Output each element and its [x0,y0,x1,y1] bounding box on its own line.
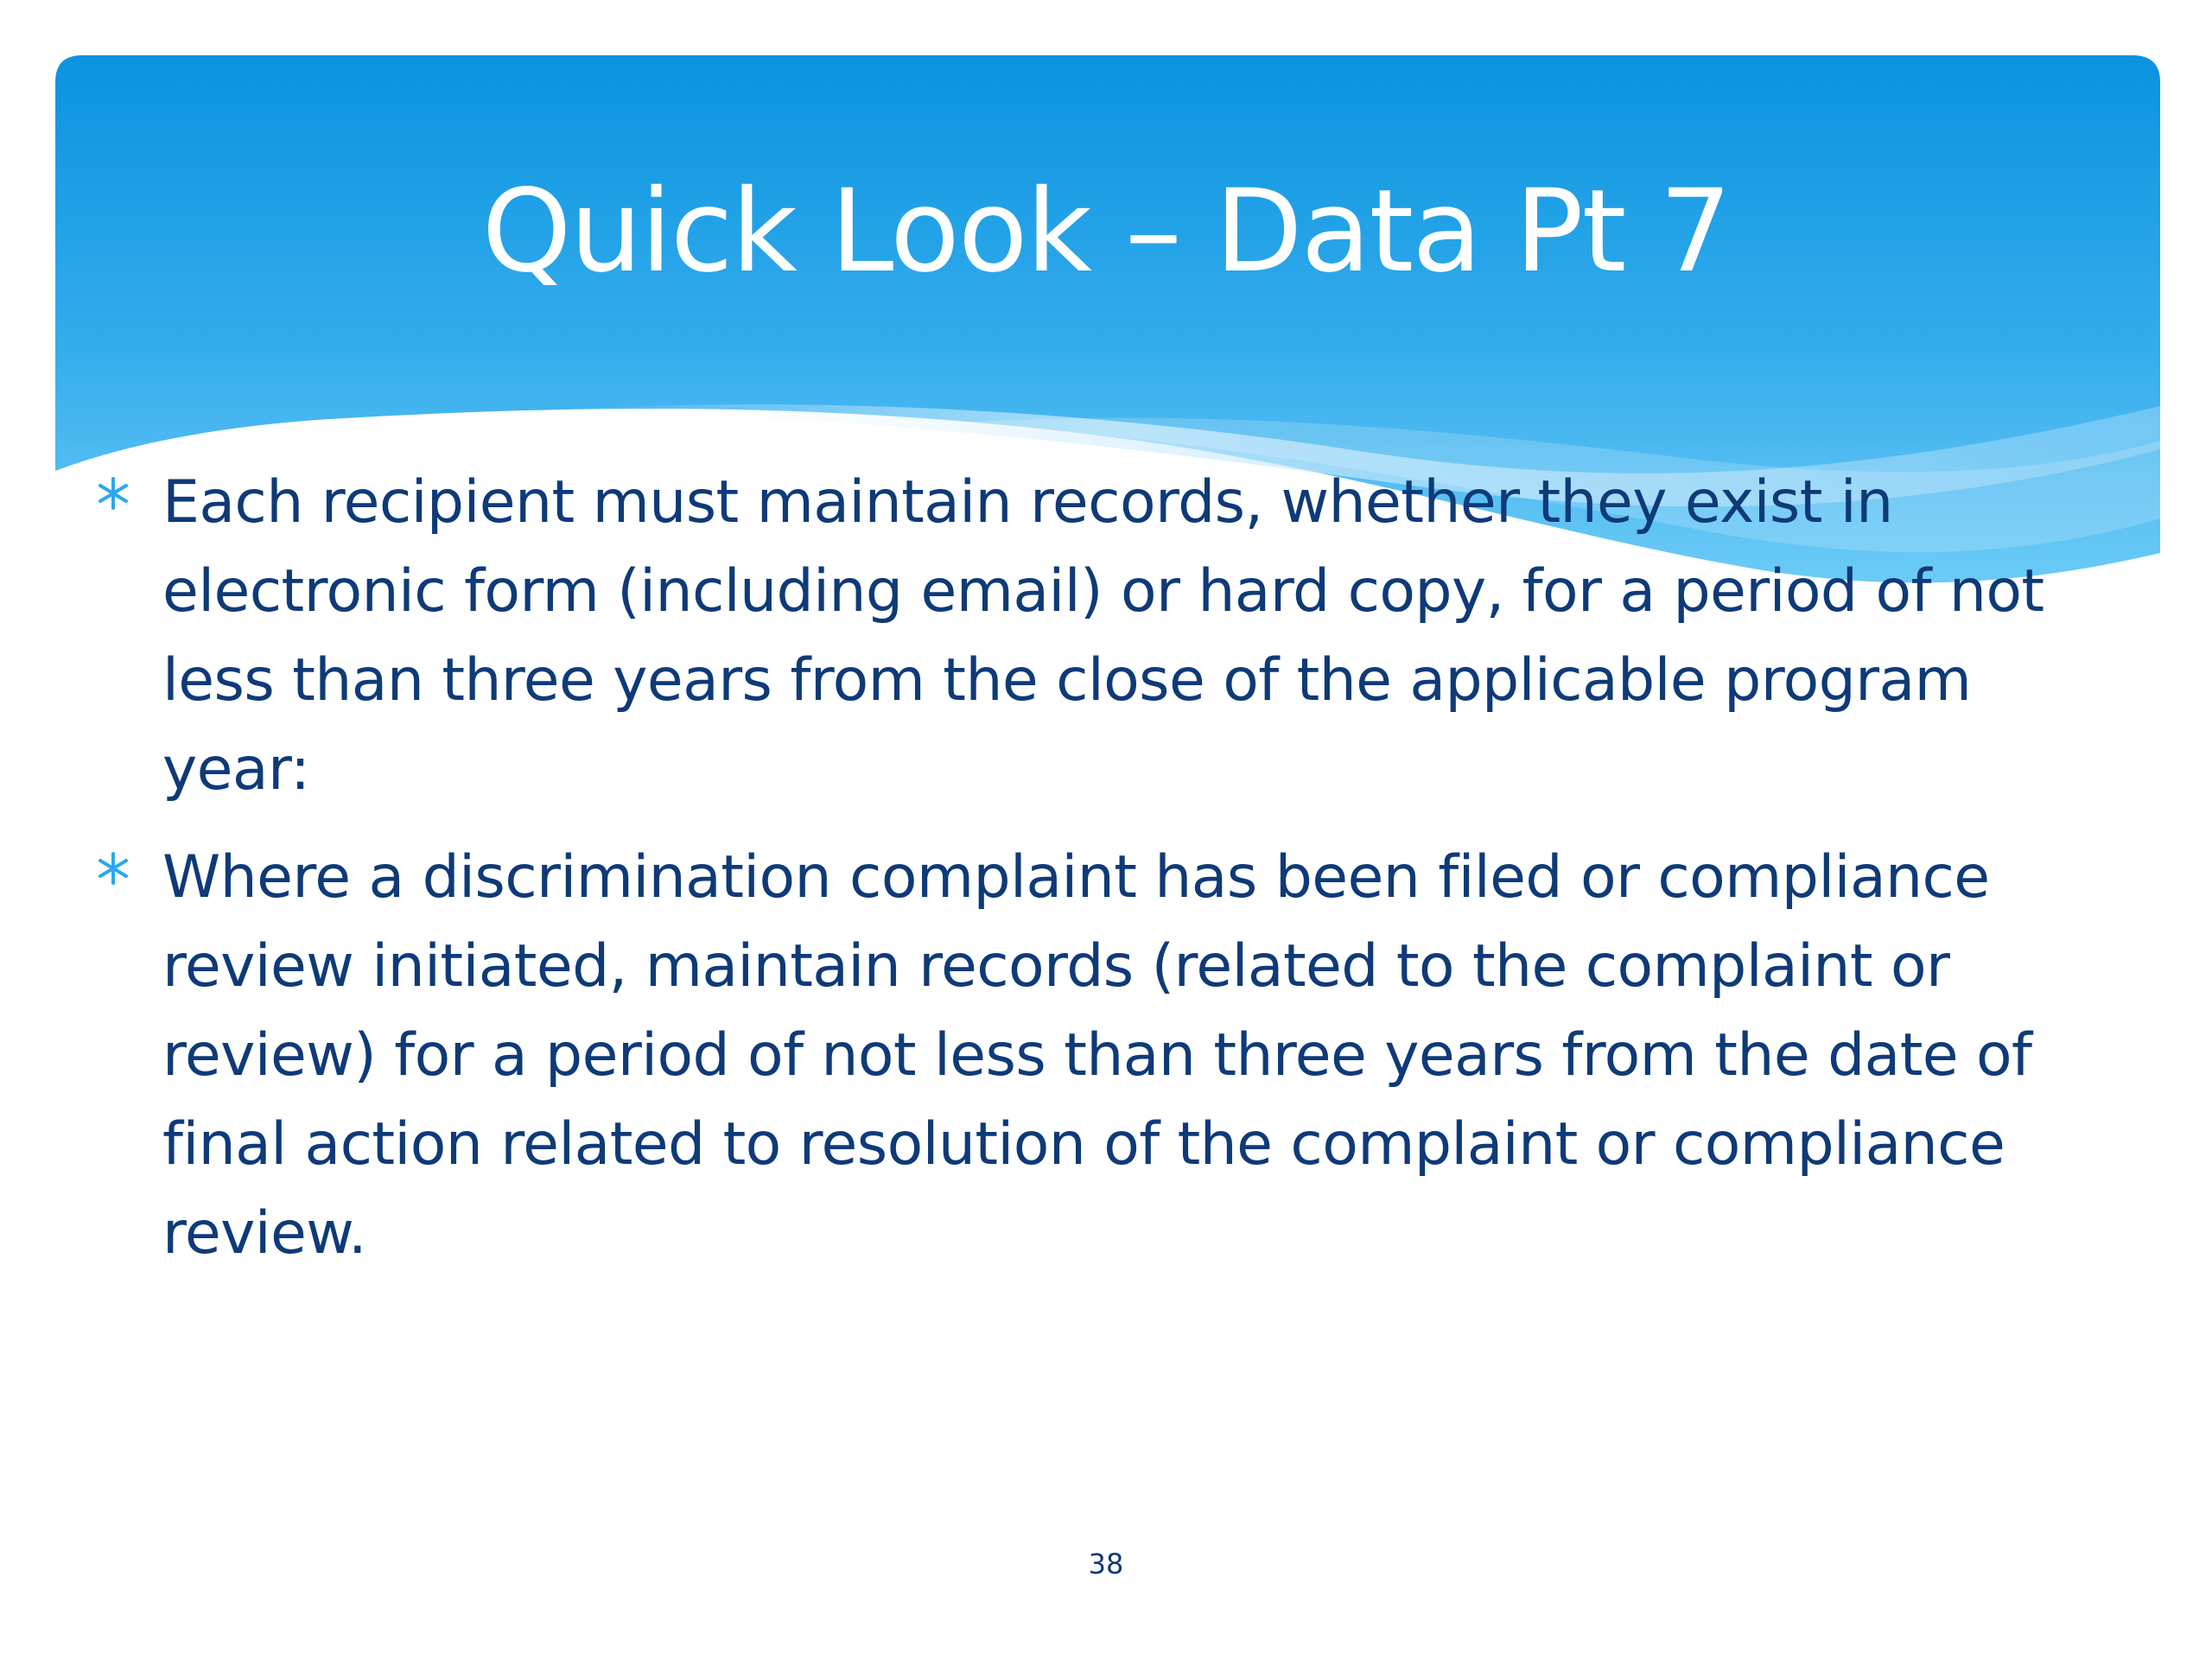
asterisk-bullet-icon [93,849,133,888]
bullet-text-2: Where a discrimination complaint has been filed or compliance review initiated, maintain records (related to the complaint or review) for a period of not less than three years from the date of final action related to resolution of the complaint or compliance review. [162,843,2032,1268]
page-number: 38 [1088,1548,1124,1580]
slide-title: Quick Look – Data Pt 7 [481,165,1731,298]
bullet-item-2 [93,833,2115,1278]
asterisk-bullet-icon [93,474,133,513]
bullet-item-1 [93,458,2115,814]
bullet-text-1: Each recipient must maintain records, whether they exist in electronic form (including email) or hard copy, for a period of not less than three years from the close of the applicable program year: [162,468,2044,804]
bullet-list [93,458,2115,1297]
